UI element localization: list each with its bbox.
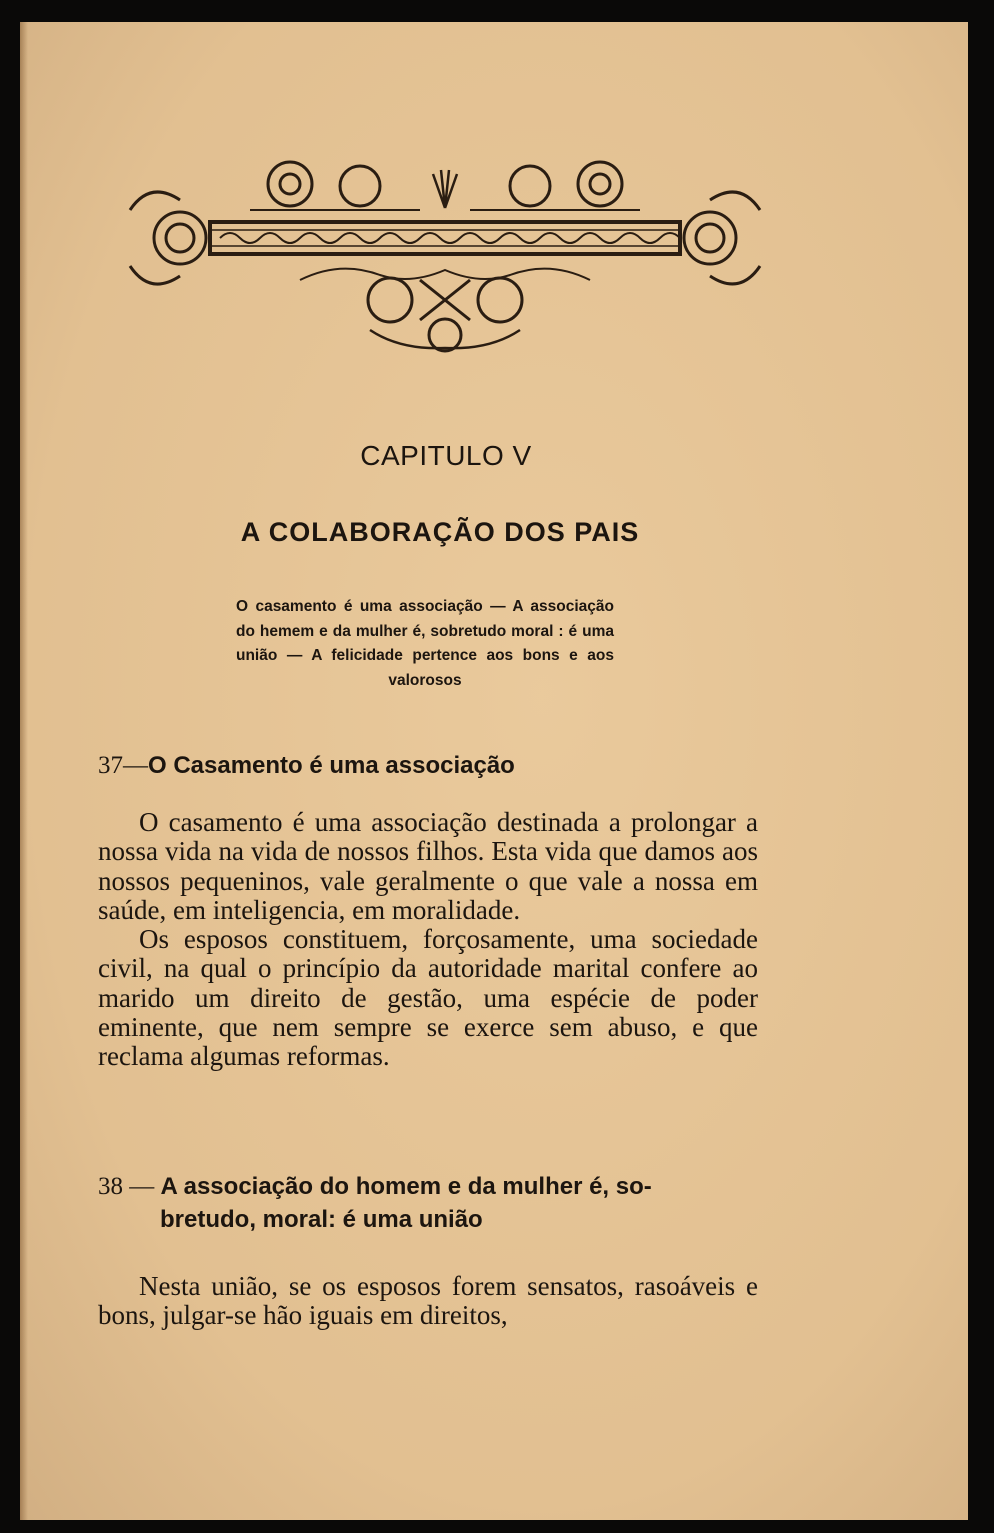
section-38-body <box>98 1272 758 1331</box>
chapter-number: CAPITULO V <box>360 440 532 471</box>
paragraph: Os esposos constituem, forçosamente, uma sociedade civil, na qual o princípio da autoridade marital confere ao marido um direito de gestão, uma espécie de poder eminente, que nem sempre se exerce sem abuso, e que reclama algumas reformas. <box>98 924 758 1072</box>
section-title: O Casamento é uma associação <box>148 752 515 779</box>
page-spine-shadow <box>20 22 28 1520</box>
section-heading-38 <box>98 1170 758 1236</box>
section-heading-37 <box>98 752 515 780</box>
book-page <box>20 22 968 1520</box>
section-37-body <box>98 808 758 1072</box>
chapter-summary: O casamento é uma associação — A associação do hemem e da mulher é, sobretudo moral : é uma união — A felicidade pertence aos bons e aos valorosos <box>236 598 614 689</box>
chapter-title: A COLABORAÇÃO DOS PAIS <box>240 517 640 547</box>
section-title-line-1: A associação do homem e da mulher é, so- <box>160 1173 652 1200</box>
section-number: 38 — <box>98 1173 161 1200</box>
paragraph: Nesta união, se os esposos forem sensatos, rasoáveis e bons, julgar-se hão iguais em direitos, <box>98 1271 758 1331</box>
section-title-line-2: bretudo, moral: é uma união <box>160 1206 483 1233</box>
section-number: 37— <box>98 752 148 779</box>
paragraph: O casamento é uma associação destinada a prolongar a nossa vida na vida de nossos filhos. Esta vida que damos aos nossos pequeninos, vale geralmente o que vale a nossa em saúde, em inteligencia, em moralidade. <box>98 807 758 925</box>
decorative-headpiece-ornament <box>120 150 770 370</box>
